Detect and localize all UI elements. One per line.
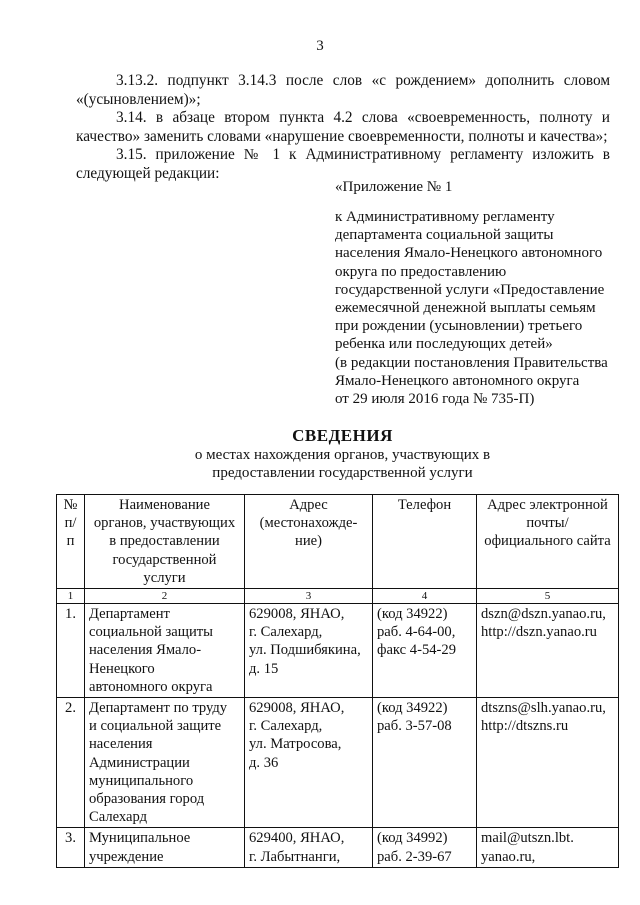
address-cell	[245, 698, 373, 828]
appendix-line: (в редакции постановления Правительства	[335, 354, 608, 371]
cell-line: yanao.ru,	[481, 848, 536, 865]
appendix-line: населения Ямало-Ненецкого автономного	[335, 245, 603, 262]
agencies-table	[56, 494, 619, 868]
cell-line: (код 34922)	[377, 700, 448, 717]
table-row	[57, 828, 619, 867]
cell-line: ул. Матросова,	[249, 736, 342, 753]
header-number	[57, 495, 85, 589]
cell-line: Департамент	[89, 606, 170, 623]
cell-line: Ненецкого	[89, 660, 155, 677]
header-agency-name	[85, 495, 245, 589]
cell-line: социальной защиты	[89, 624, 213, 641]
paragraph-3-13-2: 3.13.2. подпункт 3.14.3 после слов «с рождением» дополнить словом «(усыновлением)»;	[76, 72, 610, 108]
document-heading: СВЕДЕНИЯ	[292, 426, 393, 445]
cell-line: Департамент по труду	[89, 700, 228, 717]
header-line: Адрес электронной	[487, 497, 608, 513]
cell-line: Муниципальное	[89, 830, 191, 847]
address-cell	[245, 604, 373, 698]
header-phone	[373, 495, 477, 589]
appendix-line: ежемесячной денежной выплаты семьям	[335, 300, 596, 317]
column-number: 2	[85, 589, 245, 604]
cell-line: автономного округа	[89, 678, 213, 695]
subheading-line: о местах нахождения органов, участвующих в	[194, 447, 491, 463]
cell-line: г. Лабытнанги,	[249, 848, 341, 865]
cell-line: Салехард	[89, 809, 148, 826]
cell-line: 629400, ЯНАО,	[249, 830, 345, 847]
cell-line: 629008, ЯНАО,	[249, 700, 345, 717]
cell-line: Администрации	[89, 754, 190, 771]
appendix-caption	[335, 208, 625, 408]
cell-line: ул. Подшибякина,	[249, 642, 361, 659]
cell-line: факс 4-54-29	[377, 642, 456, 659]
cell-line: д. 36	[249, 754, 279, 771]
cell-line: муниципального	[89, 772, 194, 789]
phone-cell	[373, 828, 477, 867]
column-number: 3	[245, 589, 373, 604]
cell-line: населения	[89, 736, 153, 753]
cell-line: д. 15	[249, 660, 279, 677]
phone-cell	[373, 604, 477, 698]
phone-cell	[373, 698, 477, 828]
header-line: п	[66, 533, 75, 550]
header-line: официального сайта	[484, 533, 611, 550]
column-number: 4	[373, 589, 477, 604]
header-line: в предоставлении	[109, 533, 220, 550]
row-number: 1.	[57, 604, 85, 698]
row-number: 2.	[57, 698, 85, 828]
cell-line: dszn@dszn.yanao.ru,	[481, 606, 606, 623]
appendix-line: к Административному регламенту	[335, 209, 555, 225]
header-line: №	[63, 497, 78, 513]
cell-line: образования город	[89, 791, 205, 808]
cell-line: http://dtszns.ru	[481, 718, 569, 735]
header-line: Адрес	[289, 497, 328, 513]
address-cell	[245, 828, 373, 867]
column-number: 1	[57, 589, 85, 604]
cell-line: г. Салехард,	[249, 624, 323, 641]
appendix-line: при рождении (усыновлении) третьего	[335, 318, 583, 335]
cell-line: г. Салехард,	[249, 718, 323, 735]
cell-line: mail@utszn.lbt.	[481, 830, 574, 847]
table-body	[57, 604, 619, 868]
appendix-line: ребенка или последующих детей»	[335, 336, 553, 353]
cell-line: dtszns@slh.yanao.ru,	[481, 700, 606, 717]
page-number: 3	[316, 38, 324, 54]
subheading-line: предоставлении государственной услуги	[212, 465, 473, 481]
table-header-row	[57, 495, 619, 589]
cell-line: раб. 3-57-08	[377, 718, 452, 735]
appendix-line: Ямало-Ненецкого автономного округа	[335, 372, 580, 389]
agency-name-cell	[85, 604, 245, 698]
cell-line: (код 34992)	[377, 830, 448, 847]
row-number: 3.	[57, 828, 85, 867]
header-line: Телефон	[397, 497, 452, 513]
email-site-cell	[477, 698, 619, 828]
document-subheading	[0, 446, 640, 482]
table-row	[57, 698, 619, 828]
header-line: государственной	[112, 551, 217, 568]
cell-line: раб. 4-64-00,	[377, 624, 456, 641]
header-line: Наименование	[119, 497, 210, 513]
appendix-line: департамента социальной защиты	[335, 227, 554, 244]
cell-line: 629008, ЯНАО,	[249, 606, 345, 623]
paragraph-3-14: 3.14. в абзаце втором пункта 4.2 слова «своевременность, полноту и качество» заменить словами «нарушение своевременности, полноты и качества»;	[76, 109, 610, 145]
table-row	[57, 604, 619, 698]
column-number-row	[57, 589, 619, 604]
header-line: услуги	[143, 569, 186, 586]
column-number: 5	[477, 589, 619, 604]
cell-line: http://dszn.yanao.ru	[481, 624, 597, 641]
header-address	[245, 495, 373, 589]
cell-line: (код 34922)	[377, 606, 448, 623]
cell-line: и социальной защите	[89, 718, 222, 735]
agency-name-cell	[85, 698, 245, 828]
header-email-site	[477, 495, 619, 589]
header-line: органов, участвующих	[93, 515, 236, 532]
appendix-line: округа по предоставлению	[335, 263, 507, 280]
header-line: ние)	[295, 533, 322, 550]
cell-line: населения Ямало-	[89, 642, 202, 659]
appendix-line: от 29 июля 2016 года № 735-П)	[335, 391, 535, 408]
header-line: почты/	[526, 515, 569, 532]
appendix-line: государственной услуги «Предоставление	[335, 281, 605, 298]
email-site-cell	[477, 828, 619, 867]
paragraph-3-15: 3.15. приложение № 1 к Административному регламенту изложить в следующей редакции:	[76, 146, 610, 182]
cell-line: раб. 2-39-67	[377, 848, 452, 865]
agency-name-cell	[85, 828, 245, 867]
appendix-title: «Приложение № 1	[335, 179, 453, 195]
header-line: (местонахожде-	[259, 515, 358, 532]
cell-line: учреждение	[89, 848, 164, 865]
email-site-cell	[477, 604, 619, 698]
header-line: п/	[64, 515, 77, 532]
